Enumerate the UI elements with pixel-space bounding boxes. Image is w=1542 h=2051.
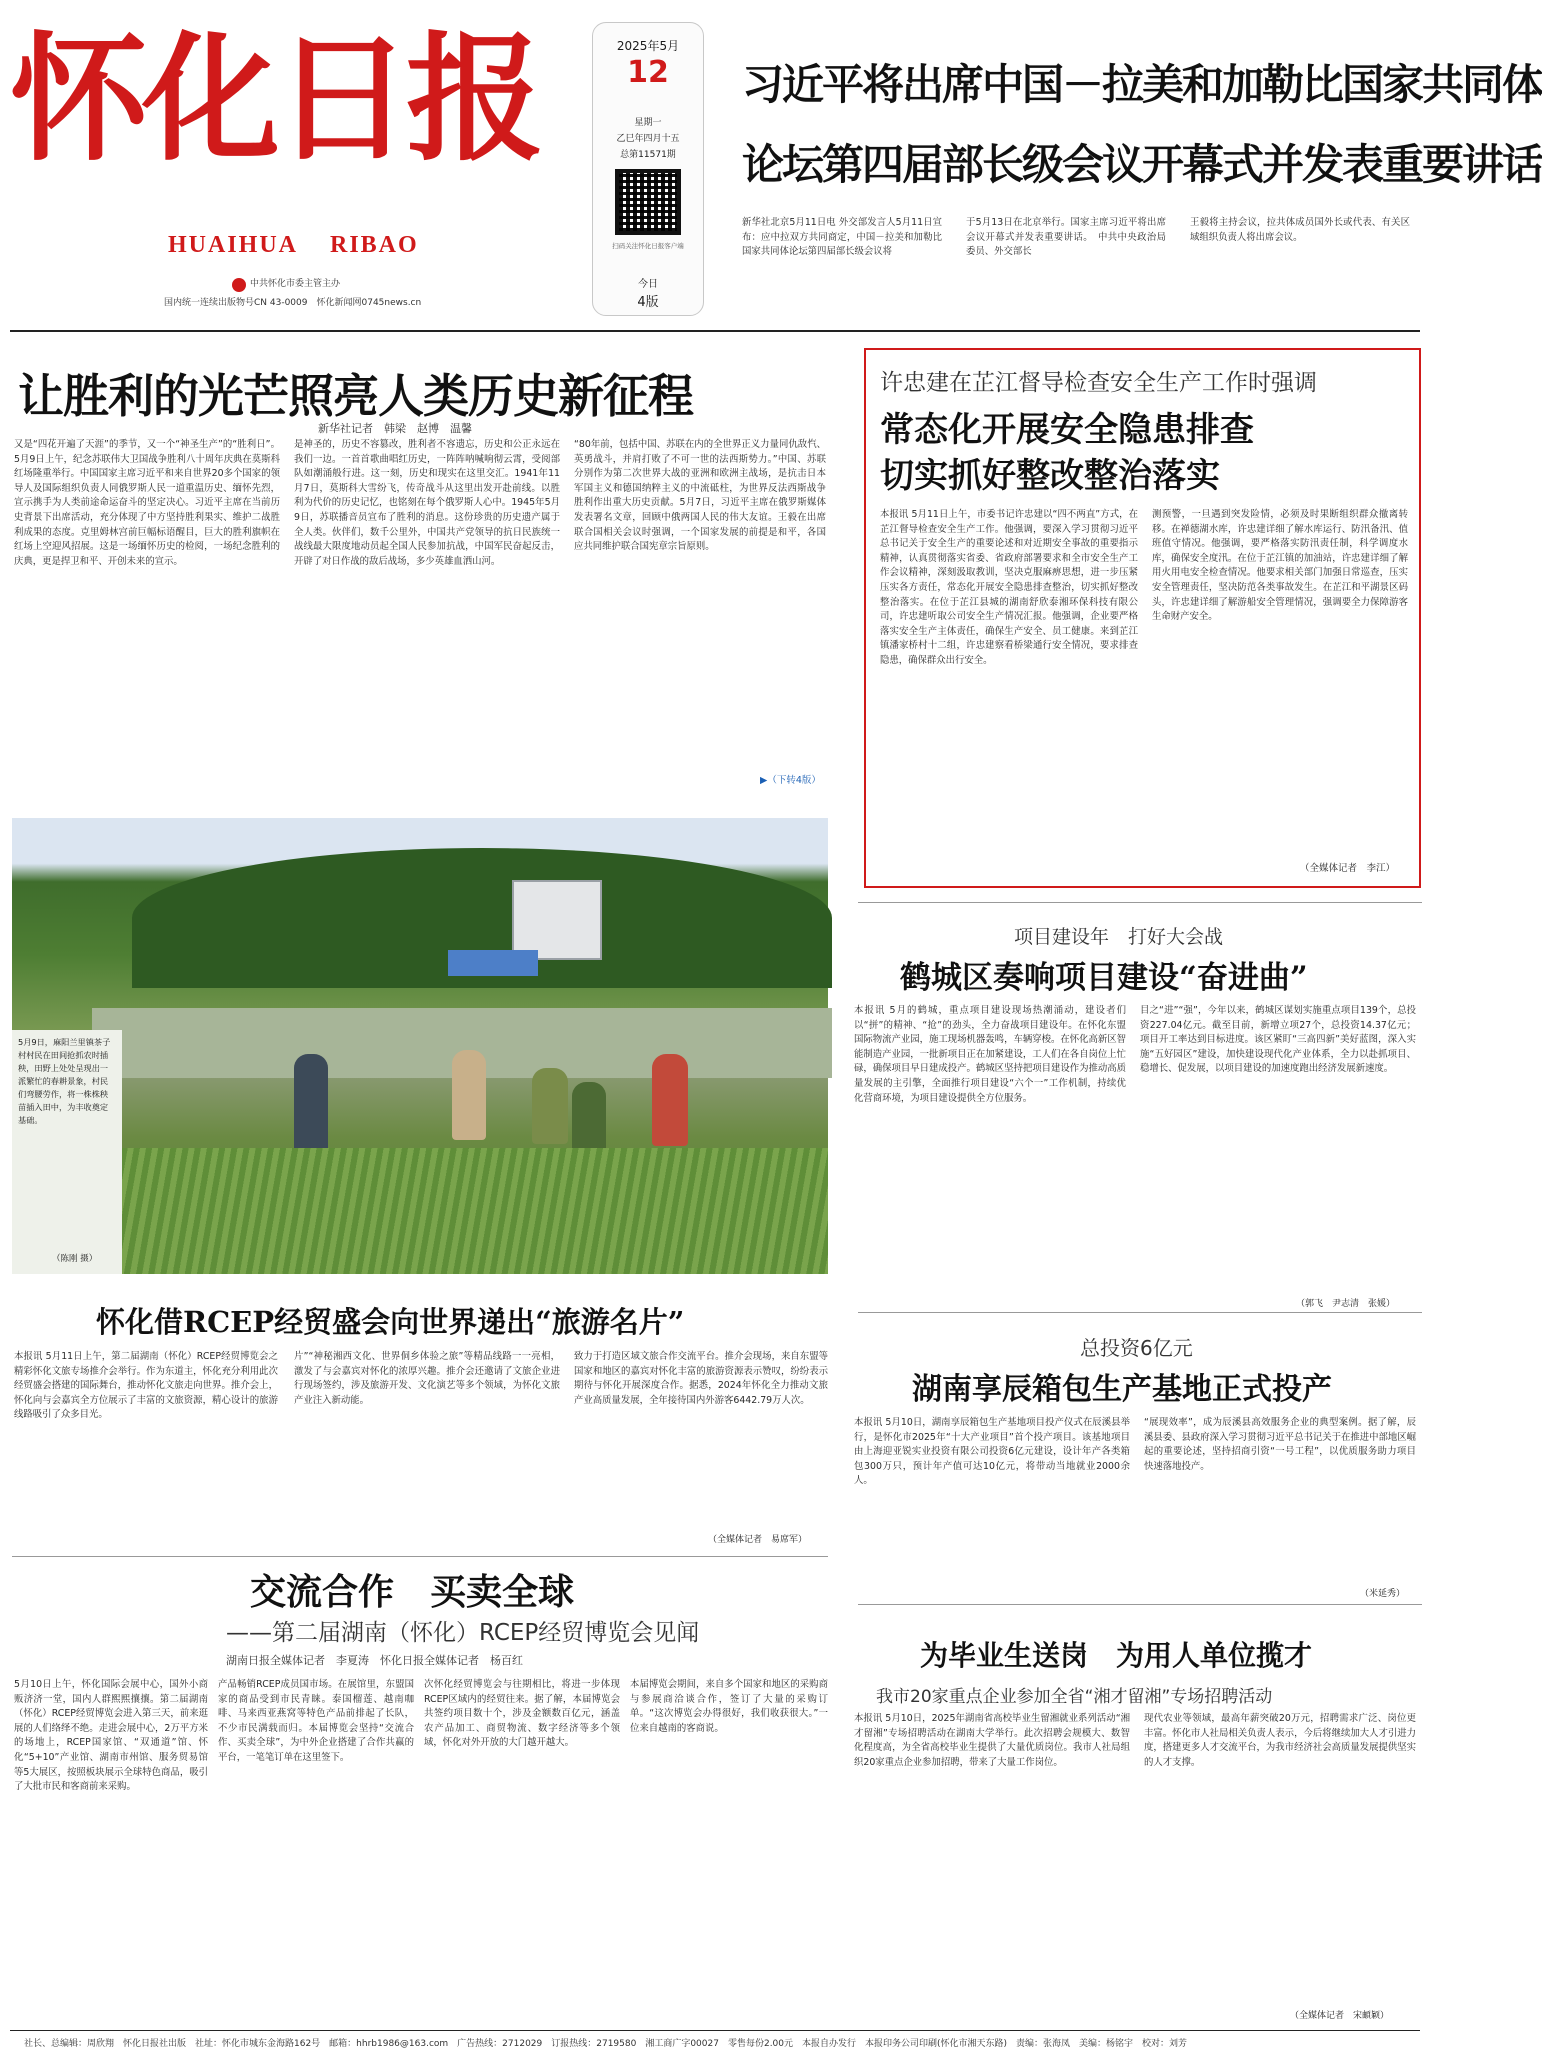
graduates-author: （全媒体记者 宋頔颖） xyxy=(1290,2011,1390,2021)
masthead-title: 怀化日报 xyxy=(10,17,539,180)
cn-number: 国内统一连续出版物号CN 43-0009 xyxy=(164,298,308,308)
safety-kicker: 许忠建在芷江督导检查安全生产工作时强调 xyxy=(880,370,1317,396)
graduates-top-rule xyxy=(858,1604,1422,1605)
lead-text-col3: 王毅将主持会议，拉共体成员国外长或代表、有关区域组织负责人将出席会议。 xyxy=(1190,217,1410,243)
graduates-subtitle: 我市20家重点企业参加全省“湘才留湘”专场招聘活动 xyxy=(876,1687,1273,1707)
rcep-author: （全媒体记者 易席军） xyxy=(708,1535,808,1545)
lead-text-col2: 于5月13日在北京举行。国家主席习近平将出席会议开幕式并发表重要讲话。 中共中央政治局委员、外交部长 xyxy=(966,217,1166,258)
photo-caption: 5月9日，麻阳兰里镇茶子村村民在田间抢抓农时插秧，田野上处处呈现出一派繁忙的春耕景象，村民们弯腰劳作，将一株株秧苗插入田中，为丰收奠定基础。 xyxy=(18,1037,111,1125)
date-lunar: 乙巳年四月十五 xyxy=(616,134,680,144)
footer-rule xyxy=(10,2030,1420,2031)
today-label: 今日 xyxy=(638,279,658,290)
safety-author: （全媒体记者 李江） xyxy=(1300,863,1396,874)
date-issue: 总第11571期 xyxy=(620,150,676,160)
farmer-figure-2 xyxy=(452,1050,486,1140)
story1-text-col3: “80年前，包括中国、苏联在内的全世界正义力量同仇敌忾、英勇战斗，并肩打败了不可一世的法西斯势力。”中国、苏联分别作为第二次世界大战的亚洲和欧洲主战场，是抗击日本军国主义和德国纳粹主义的中流砥柱，为世界反法西斯战争胜利作出重大历史贡献。5月7日，习近平主席在俄罗斯媒体发表署名文章，回顾中俄两国人民的伟大友谊。王毅在出席联合国相关会议时强调，一个国家发展的前提是和平，各国应共同维护联合国宪章宗旨原则。 xyxy=(574,439,826,553)
blue-roof-shape xyxy=(448,950,538,976)
hecheng-author: （郭飞 尹志清 张媛） xyxy=(1296,1299,1396,1309)
graduates-text-col1: 本报讯 5月10日，2025年湖南省高校毕业生留湘就业系列活动“湘才留湘”专场招聘活动在湖南大学举行。此次招聘会规模大、数智化程度高，为全省高校毕业生提供了大量优质岗位。我市人社局组织20家重点企业参加招聘，带来了大量工作岗位。 xyxy=(854,1713,1130,1768)
exchange-text-col4: 本届博览会期间，来自多个国家和地区的采购商与参展商洽谈合作，签订了大量的采购订单。“这次博览会办得很好，我们收获很大。”一位来自越南的客商说。 xyxy=(630,1679,828,1734)
xiangchen-kicker: 总投资6亿元 xyxy=(1080,1336,1193,1360)
seedling-field xyxy=(12,1148,828,1274)
graduates-text-col2: 现代农业等领域，最高年薪突破20万元，招聘需求广泛、岗位更丰富。怀化市人社局相关负责人表示，今后将继续加大人才引进力度，搭建更多人才交流平台，为我市经济社会高质量发展提供坚实的人才支撑。 xyxy=(1144,1713,1416,1768)
rcep-text-col2: 片”“神秘湘西文化、世界侗乡体验之旅”等精品线路一一亮相，激发了与会嘉宾对怀化的浓厚兴趣。推介会还邀请了文旅企业进行现场签约，涉及旅游开发、文化演艺等多个领域，为怀化文旅产业注入新动能。 xyxy=(294,1351,560,1406)
masthead-publication-number xyxy=(164,298,421,309)
lead-headline-line1[interactable]: 习近平将出席中国－拉美和加勒比国家共同体 xyxy=(742,60,1542,109)
lead-text-col1: 新华社北京5月11日电 外交部发言人5月11日宣布：应中拉双方共同商定，中国－拉美和加勒比国家共同体论坛第四届部长级会议将 xyxy=(742,217,942,258)
continue-arrow-icon: ▶ xyxy=(760,775,768,786)
story1-byline: 新华社记者 韩梁 赵博 温馨 xyxy=(318,422,472,435)
rcep-headline[interactable]: 怀化借RCEP经贸盛会向世界递出“旅游名片” xyxy=(96,1305,685,1339)
continue-text: （下转4版） xyxy=(767,775,821,786)
rice-planting-photo xyxy=(12,818,828,1274)
story1-continue-link[interactable] xyxy=(760,772,821,786)
safety-headline-line2[interactable]: 切实抓好整改整治落实 xyxy=(880,456,1220,496)
date-year-month: 2025年5月 xyxy=(616,39,680,53)
graduates-headline[interactable]: 为毕业生送岗 为用人单位揽才 xyxy=(920,1639,1313,1672)
photo-credit: （陈刚 摄） xyxy=(52,1254,98,1264)
masthead-divider xyxy=(10,330,1420,332)
farmer-figure-1 xyxy=(294,1054,328,1154)
xiangchen-text-col2: “展现效率”，成为辰溪县高效服务企业的典型案例。据了解，辰溪县委、县政府深入学习贯彻习近平总书记关于在推进中部地区崛起的重要论述，坚持招商引资“一号工程”，以优质服务助力项目快速落地投产。 xyxy=(1144,1417,1416,1472)
news-site: 怀化新闻网0745news.cn xyxy=(316,298,422,308)
story1-text-col2: 是神圣的，历史不容篡改，胜利者不容遗忘，历史和公正永远在我们一边。一首首歌曲唱红历史，一阵阵呐喊响彻云霄，受阅部队如潮涌般行进。这一刻，历史和现实在这里交汇。1941年11月7日，莫斯科大雪纷飞，传奇战斗从这里出发开赴前线。以胜利为代价的历史记忆，也铭刻在每个俄罗斯人心中。1945年5月9日，苏联播音员宣布了胜利的消息。这份珍贵的历史遗产属于全人类。伙伴们，数千公里外，中国共产党领导的抗日民族统一战线最大限度地动员起全国人民参加抗战，中国军民奋起反击，开辟了对日作战的敌后战场，多少英雄血洒山河。 xyxy=(294,439,560,567)
safety-text-col1: 本报讯 5月11日上午，市委书记许忠建以“四不两直”方式，在芷江督导检查安全生产工作。他强调，要深入学习贯彻习近平总书记关于安全生产的重要论述和对近期安全事故的重要指示精神，认真贯彻落实省委、省政府部署要求和全市安全生产工作会议精神，深刻汲取教训，坚决克服麻痹思想，进一步压紧压实各方责任，常态化开展安全隐患排查整治，切实抓好整改整治落实。在位于芷江县城的湖南舒欣泰湘环保科技有限公司，许忠建听取公司安全生产情况汇报。他强调，企业要严格落实安全生产主体责任，确保生产安全、员工健康。来到芷江镇潘家桥村十二组，许忠建察看桥梁通行安全情况，要求排查隐患，确保群众出行安全。 xyxy=(880,509,1138,666)
today-pages: 4版 xyxy=(637,295,659,310)
rcep-text-col1: 本报讯 5月11日上午，第二届湖南（怀化）RCEP经贸博览会之精彩怀化文旅专场推介会举行。作为东道主，怀化充分利用此次经贸盛会搭建的国际舞台，推动怀化文旅走向世界。推介会上，怀化向与会嘉宾全方位展示了丰富的文旅资源，精心设计的旅游线路吸引了众多目光。 xyxy=(14,1351,278,1421)
hecheng-headline[interactable]: 鹤城区奏响项目建设“奋进曲” xyxy=(900,960,1308,996)
date-weekday: 星期一 xyxy=(634,118,662,128)
footer-imprint: 社长、总编辑：周欣翔 怀化日报社出版 社址：怀化市城东金海路162号 邮箱：hhrb1986@163.com 广告热线：2712029 订报热线：2719580 湘工商广字00027 零售每份2.00元 本报自办发行 本报印务公司印刷(怀化市湘天东路) 责编：张海凤 美编：杨铭宇 校对：刘芳 xyxy=(24,2039,1188,2049)
xiangchen-text-col1: 本报讯 5月10日，湖南享辰箱包生产基地项目投产仪式在辰溪县举行，是怀化市2025年“十大产业项目”首个投产项目。该基地项目由上海迎亚锐实业投资有限公司投资6亿元建设，设计年产各类箱包300万只，预计年产值可达10亿元，将带动当地就业2000余人。 xyxy=(854,1417,1130,1487)
exchange-byline: 湖南日报全媒体记者 李夏涛 怀化日报全媒体记者 杨百红 xyxy=(226,1654,523,1667)
qr-caption: 扫码关注怀化日报客户端 xyxy=(612,242,684,250)
qr-code-icon[interactable] xyxy=(615,169,681,235)
masthead-sponsor xyxy=(232,278,340,292)
story1-headline[interactable]: 让胜利的光芒照亮人类历史新征程 xyxy=(18,369,693,423)
safety-text-col2: 测预警，一旦遇到突发险情，必须及时果断组织群众撤离转移。在禅德湖水库，许忠建详细了解水库运行、防汛备汛、值班值守情况。他强调，要严格落实防汛责任制，科学调度水库，确保安全度汛。在位于芷江镇的加油站，许忠建详细了解用火用电安全检查情况。他要求相关部门加强日常巡查，压实安全管理责任，坚决防范各类事故发生。在芷江和平湖景区码头，许忠建详细了解游船安全管理情况，强调要全力保障游客生命财产安全。 xyxy=(1152,509,1408,623)
story1-text-col1: 又是“四花开遍了天涯”的季节，又一个“神圣生产”的“胜利日”。5月9日上午，纪念苏联伟大卫国战争胜利八十周年庆典在莫斯科红场隆重举行。中国国家主席习近平和来自世界20多个国家的领导人及国际组织负责人同俄罗斯人民一道重温历史、缅怀先烈，宣示携手为人类前途命运奋斗的坚定决心。习近平主席在当前历史背景下出席活动，充分体现了中方坚持胜利果实、维护二战胜利成果的态度。克里姆林宫前巨幅标语醒目，巨大的胜利旗帜在红场上空迎风招展。这是一场缅怀历史的检阅，一场纪念胜利的庆典，更是捍卫和平、开创未来的宣示。 xyxy=(14,439,280,567)
masthead-pinyin-2: RIBAO xyxy=(330,232,419,258)
house-shape xyxy=(512,880,602,960)
xiangchen-headline[interactable]: 湖南享辰箱包生产基地正式投产 xyxy=(912,1372,1332,1407)
exchange-text-col3: 次怀化经贸博览会与往期相比，将进一步体现RCEP区域内的经贸往来。据了解，本届博览会共签约项目数十个，涉及金额数百亿元，涵盖农产品加工、商贸物流、数字经济等多个领域，怀化对外开放的大门越开越大。 xyxy=(424,1679,620,1749)
party-emblem-icon xyxy=(232,278,246,292)
exchange-text-col2: 产品畅销RCEP成员国市场。在展馆里，东盟国家的商品受到市民青睐。泰国榴莲、越南咖啡、马来西亚燕窝等特色产品前排起了长队，不少市民满载而归。本届博览会坚持“交流合作、买卖全球”，为中外企业搭建了合作共赢的平台，一笔笔订单在这里签下。 xyxy=(218,1679,414,1763)
hecheng-text-col2: 目之“进”“强”，今年以来，鹤城区谋划实施重点项目139个，总投资227.04亿元。截至目前，新增立项27个，总投资14.37亿元；项目开工率达到目标进度。该区紧盯“三高四新”美好蓝图，深入实施“五好园区”建设，加快建设现代化产业体系，全力以赴抓项目、稳增长、促发展，以项目建设的加速度跑出经济发展新速度。 xyxy=(1140,1005,1416,1075)
hecheng-top-rule xyxy=(858,902,1422,903)
date-day: 12 xyxy=(627,55,669,90)
exchange-headline[interactable]: 交流合作 买卖全球 xyxy=(250,1571,575,1613)
sponsor-text: 中共怀化市委主管主办 xyxy=(250,279,341,290)
hecheng-text-col1: 本报讯 5月的鹤城，重点项目建设现场热潮涌动，建设者们以“拼”的精神、“抢”的劲头，全力奋战项目建设年。在怀化东盟国际物流产业园，施工现场机器轰鸣，车辆穿梭。在怀化高新区智能制造产业园，一批新项目正在加紧建设，工人们在各自岗位上忙碌，确保项目早日建成投产。鹤城区坚持把项目建设作为推动高质量发展的主引擎，全面推行项目建设“六个一”工作机制，持续优化营商环境，为项目建设提供全方位服务。 xyxy=(854,1005,1126,1104)
exchange-top-rule xyxy=(12,1556,828,1557)
lead-headline-line2[interactable]: 论坛第四届部长级会议开幕式并发表重要讲话 xyxy=(742,140,1542,189)
farmer-figure-4 xyxy=(572,1082,606,1156)
date-box xyxy=(592,22,704,316)
hecheng-kicker: 项目建设年 打好大会战 xyxy=(1014,926,1224,948)
xiangchen-author: （米延秀） xyxy=(1360,1589,1406,1599)
xiangchen-top-rule xyxy=(858,1312,1422,1313)
farmer-figure-5 xyxy=(652,1054,688,1146)
rcep-text-col3: 致力于打造区域文旅合作交流平台。推介会现场，来自东盟等国家和地区的嘉宾对怀化丰富的旅游资源表示赞叹，纷纷表示期待与怀化开展深度合作。据悉，2024年怀化全力推动文旅产业高质量发展，全年接待国内外游客6442.79万人次。 xyxy=(574,1351,828,1406)
exchange-subtitle: ——第二届湖南（怀化）RCEP经贸博览会见闻 xyxy=(226,1620,700,1646)
exchange-text-col1: 5月10日上午，怀化国际会展中心，国外小商贩济济一堂，国内人群熙熙攘攘。第二届湖南（怀化）RCEP经贸博览会进入第三天，前来逛展的人们络绎不绝。走进会展中心，2万平方米的场地上，RCEP国家馆、“双通道”馆、怀化“5+10”产业馆、湖南市州馆、服务贸易馆等5大展区，按照板块展示全球特色商品，吸引了大批市民和客商前来采购。 xyxy=(14,1679,208,1793)
masthead-pinyin-1: HUAIHUA xyxy=(168,232,299,258)
farmer-figure-3 xyxy=(532,1068,568,1144)
safety-headline-line1[interactable]: 常态化开展安全隐患排查 xyxy=(880,410,1254,450)
photo-caption-panel xyxy=(12,1030,122,1274)
